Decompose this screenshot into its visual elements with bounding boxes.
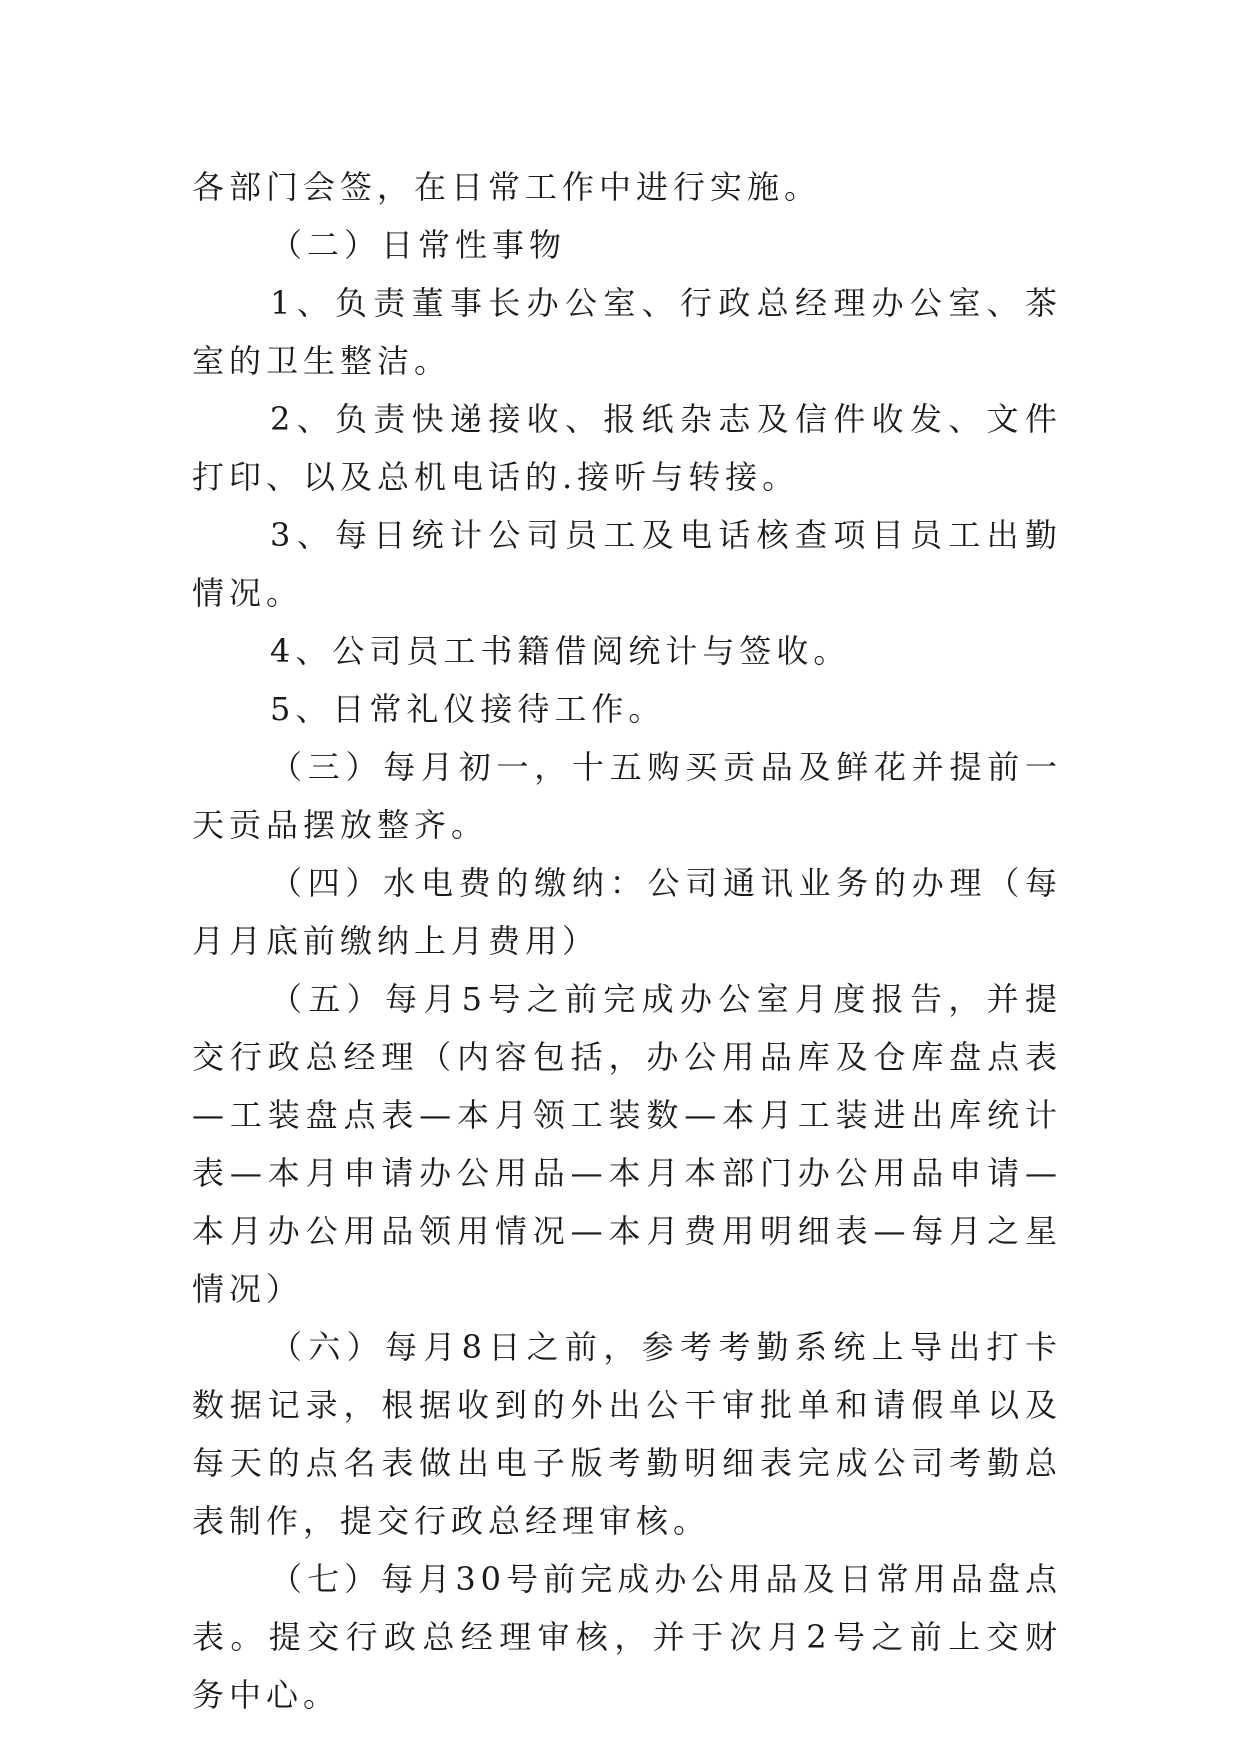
section-four: （四）水电费的缴纳：公司通讯业务的办理（每月月底前缴纳上月费用）	[192, 864, 1062, 960]
section-heading-daily-affairs: （二）日常性事物	[270, 226, 567, 264]
paragraph-continuation: 各部门会签，在日常工作中进行实施。	[192, 168, 822, 206]
section-six: （六）每月8日之前，参考考勤系统上导出打卡数据记录，根据收到的外出公干审批单和请假单以及每天的点名表做出电子版考勤明细表完成公司考勤总表制作，提交行政总经理审核。	[192, 1328, 1062, 1540]
section-three: （三）每月初一，十五购买贡品及鲜花并提前一天贡品摆放整齐。	[192, 748, 1062, 844]
section-five: （五）每月5号之前完成办公室月度报告，并提交行政总经理（内容包括，办公用品库及仓库盘点表—工装盘点表—本月领工装数—本月工装进出库统计表—本月申请办公用品—本月本部门办公用品申请—本月办公用品领用情况—本月费用明细表—每月之星情况）	[192, 980, 1062, 1308]
list-item-2: 2、负责快递接收、报纸杂志及信件收发、文件打印、以及总机电话的.接听与转接。	[192, 400, 1062, 496]
list-item-4: 4、公司员工书籍借阅统计与签收。	[270, 632, 851, 670]
list-item-1: 1、负责董事长办公室、行政总经理办公室、茶室的卫生整洁。	[192, 284, 1062, 380]
document-body	[192, 158, 1062, 1724]
list-item-3: 3、每日统计公司员工及电话核查项目员工出勤情况。	[192, 516, 1062, 612]
section-seven: （七）每月30号前完成办公用品及日常用品盘点表。提交行政总经理审核，并于次月2号之前上交财务中心。	[192, 1560, 1062, 1714]
list-item-5: 5、日常礼仪接待工作。	[270, 690, 666, 728]
